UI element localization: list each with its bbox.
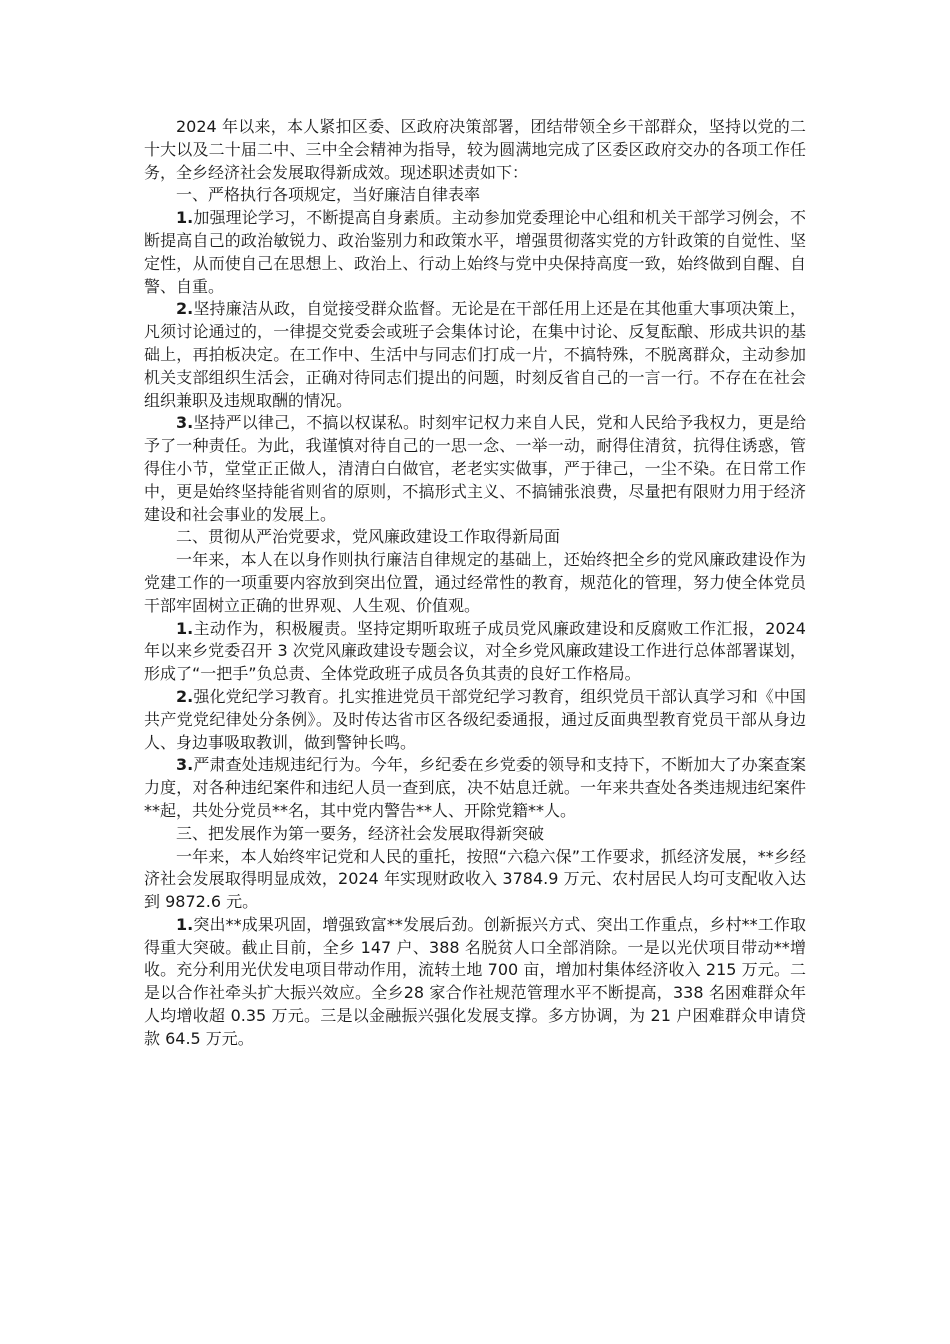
item-text: 坚持严以律己，不搞以权谋私。时刻牢记权力来自人民，党和人民给予我权力，更是给予了一种责任。为此，我谨慎对待自己的一思一念、一举一动，耐得住清贫，抗得住诱惑，管得住小节，堂堂正正做人，清清白白做官，老老实实做事，严于律己，一尘不染。在日常工作中，更是始终坚持能省则省的原则，不搞形式主义、不搞铺张浪费，尽量把有限财力用于经济建设和社会事业的发展上。 — [144, 413, 806, 524]
item-number: 3. — [176, 413, 194, 433]
numbered-paragraph — [144, 207, 806, 298]
numbered-paragraph — [144, 914, 806, 1051]
item-text: 主动作为，积极履责。坚持定期听取班子成员党风廉政建设和反腐败工作汇报，2024 年以来乡党委召开 3 次党风廉政建设专题会议，对全乡党风廉政建设工作进行总体部署谋划，形成了“一把手”负总责、全体党政班子成员各负其责的良好工作格局。 — [144, 618, 806, 684]
item-text: 强化党纪学习教育。扎实推进党员干部党纪学习教育，组织党员干部认真学习和《中国共产党党纪律处分条例》。及时传达省市区各级纪委通报，通过反面典型教育党员干部从身边人、身边事吸取教训，做到警钟长鸣。 — [144, 686, 806, 752]
item-number: 3. — [176, 755, 194, 775]
item-number: 2. — [176, 299, 194, 319]
numbered-paragraph — [144, 686, 806, 754]
section-heading: 一、严格执行各项规定，当好廉洁自律表率 — [176, 185, 481, 205]
item-text: 加强理论学习，不断提高自身素质。主动参加党委理论中心组和机关干部学习例会，不断提高自己的政治敏锐力、政治鉴别力和政策水平，增强贯彻落实党的方针政策的自觉性、坚定性，从而使自己在思想上、政治上、行动上始终与党中央保持高度一致，始终做到自醒、自警、自重。 — [144, 208, 806, 296]
document-body — [144, 116, 806, 1051]
item-text: 坚持廉洁从政，自觉接受群众监督。无论是在干部任用上还是在其他重大事项决策上，凡须讨论通过的，一律提交党委会或班子会集体讨论，在集中讨论、反复酝酿、形成共识的基础上，再拍板决定。在工作中、生活中与同志们打成一片，不搞特殊，不脱离群众，主动参加机关支部组织生活会，正确对待同志们提出的问题，时刻反省自己的一言一行。不存在在社会组织兼职及违规取酬的情况。 — [144, 299, 806, 410]
item-number: 2. — [176, 686, 194, 706]
section-heading: 二、贯彻从严治党要求，党风廉政建设工作取得新局面 — [176, 527, 561, 547]
numbered-paragraph — [144, 412, 806, 526]
section-lead-paragraph: 一年来，本人在以身作则执行廉洁自律规定的基础上，还始终把全乡的党风廉政建设作为党建工作的一项重要内容放到突出位置，通过经常性的教育，规范化的管理，努力使全体党员干部牢固树立正确的世界观、人生观、价值观。 — [144, 550, 806, 615]
intro-paragraph: 2024 年以来，本人紧扣区委、区政府决策部署，团结带领全乡干部群众，坚持以党的二十大以及二十届二中、三中全会精神为指导，较为圆满地完成了区委区政府交办的各项工作任务，全乡经济社会发展取得新成效。现述职述责如下： — [144, 117, 806, 182]
numbered-paragraph — [144, 754, 806, 822]
item-number: 1. — [176, 914, 194, 934]
numbered-paragraph — [144, 298, 806, 412]
item-text: 突出**成果巩固，增强致富**发展后劲。创新振兴方式、突出工作重点，乡村**工作取得重大突破。截止目前，全乡 147 户、388 名脱贫人口全部消除。一是以光伏项目带动**增收。充分利用光伏发电项目带动作用，流转土地 700 亩，增加村集体经济收入 215 万元。二是以合作社牵头扩大振兴效应。全乡28 家合作社规范管理水平不断提高，338 名困难群众年人均增收超 0.35 万元。三是以金融振兴强化发展支撑。多方协调，为 21 户困难群众申请贷款 64.5 万元。 — [144, 914, 806, 1048]
numbered-paragraph — [144, 618, 806, 686]
section-lead-paragraph: 一年来，本人始终牢记党和人民的重托，按照“六稳六保”工作要求，抓经济发展，**乡经济社会发展取得明显成效，2024 年实现财政收入 3784.9 万元、农村居民人均可支配收入达到 9872.6 元。 — [144, 846, 806, 912]
item-number: 1. — [176, 208, 194, 228]
item-number: 1. — [176, 618, 194, 638]
section-heading: 三、把发展作为第一要务，经济社会发展取得新突破 — [176, 823, 545, 843]
item-text: 严肃查处违规违纪行为。今年，乡纪委在乡党委的领导和支持下，不断加大了办案查案力度，对各种违纪案件和违纪人员一查到底，决不姑息迁就。一年来共查处各类违规违纪案件**起，共处分党员**名，其中党内警告**人、开除党籍**人。 — [144, 755, 806, 820]
